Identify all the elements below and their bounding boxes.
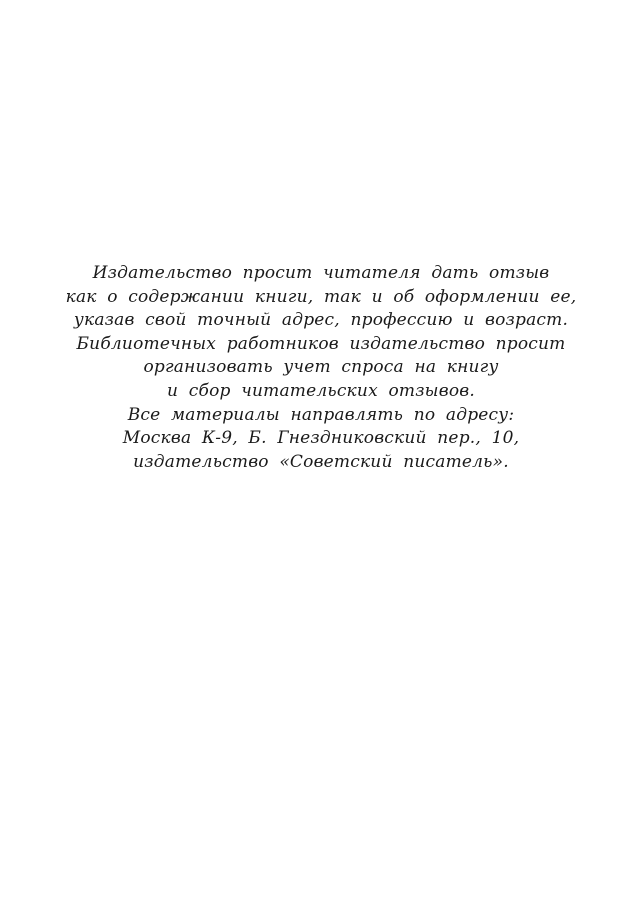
notice-line-5: организовать учет спроса на книгу	[143, 357, 499, 378]
notice-line-4: Библиотечных работников издательство просит	[76, 333, 566, 354]
notice-line-6: и сбор читательских отзывов.	[167, 380, 475, 401]
notice-line-1: Издательство просит читателя дать отзыв	[92, 263, 550, 283]
notice-line-9: издательство «Советский писатель».	[133, 451, 509, 472]
notice-line-7: Все материалы направлять по адресу:	[127, 404, 515, 425]
notice-line-2: как о содержании книги, так и об оформлении ее,	[65, 286, 577, 307]
publisher-notice	[0, 262, 642, 474]
notice-line-3: указав свой точный адрес, профессию и возраст.	[73, 310, 569, 331]
notice-line-8: Москва К-9, Б. Гнездниковский пер., 10,	[122, 428, 520, 449]
